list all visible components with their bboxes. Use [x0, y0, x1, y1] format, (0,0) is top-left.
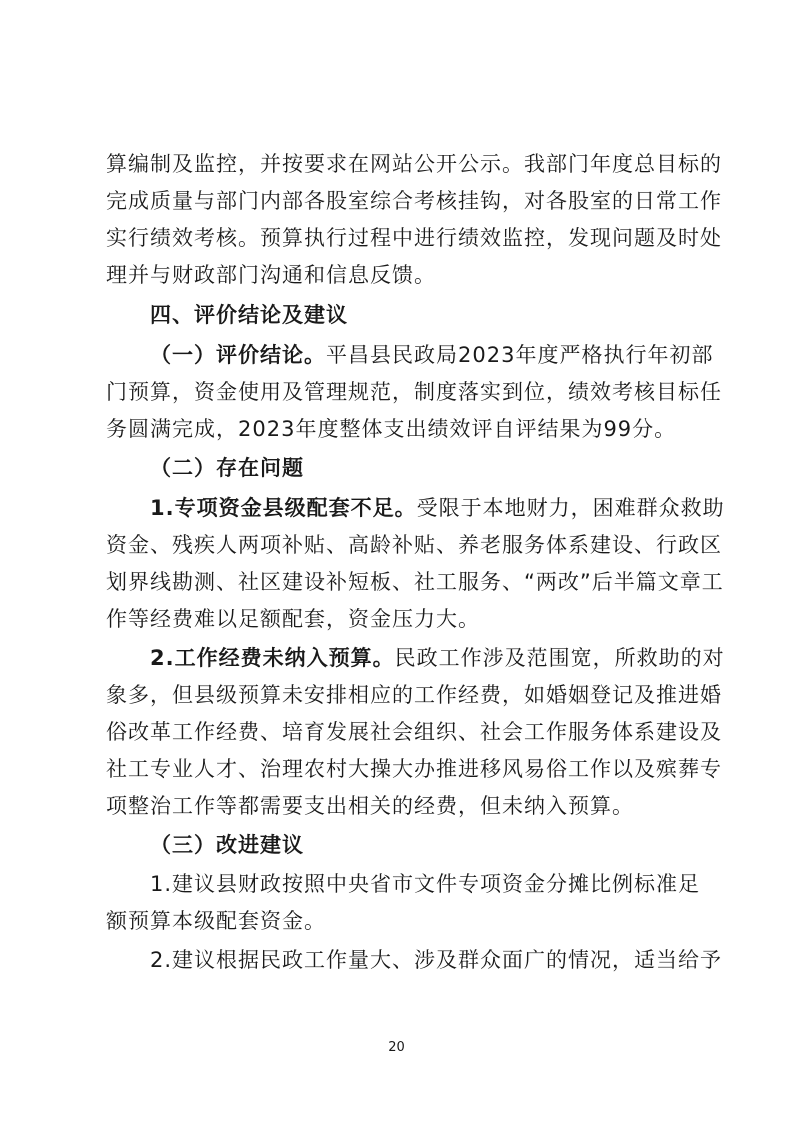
paragraph-line: 额预算本级配套资金。	[106, 909, 326, 933]
paragraph-line: 1.建议县财政按照中央省市文件专项资金分摊比例标准足	[150, 872, 701, 896]
item-heading: 1.专项资金县级配套不足。	[150, 496, 417, 520]
item-heading: 2.工作经费未纳入预算。	[150, 646, 395, 670]
paragraph-line	[150, 488, 725, 528]
paragraph-line: 实行绩效考核。预算执行过程中进行绩效监控，发现问题及时处	[106, 226, 722, 250]
paragraph-line: 算编制及监控，并按要求在网站公开公示。我部门年度总目标的	[106, 152, 722, 176]
paragraph-line: 2.建议根据民政工作量大、涉及群众面广的情况，适当给予	[150, 948, 723, 972]
paragraph-line	[150, 335, 714, 375]
paragraph-line: 门预算，资金使用及管理规范，制度落实到位，绩效考核目标任	[106, 380, 722, 404]
paragraph-line: 象多，但县级预算未安排相应的工作经费，如婚姻登记及推进婚	[106, 683, 722, 707]
paragraph-text: 民政工作涉及范围宽，所救助的对	[394, 646, 725, 670]
paragraph-text: 受限于本地财力，困难群众救助	[416, 496, 725, 520]
paragraph-line: 项整治工作等都需要支出相关的经费，但未纳入预算。	[106, 794, 634, 818]
paragraph-line: 社工专业人才、治理农村大操大办推进移风易俗工作以及殡葬专	[106, 757, 722, 781]
paragraph-text: 平昌县民政局2023年度严格执行年初部	[326, 343, 714, 367]
subsection-heading: （三）改进建议	[150, 833, 304, 857]
paragraph-line: 资金、残疾人两项补贴、高龄补贴、养老服务体系建设、行政区	[106, 533, 722, 557]
paragraph-line: 划界线勘测、社区建设补短板、社工服务、“两改”后半篇文章工	[106, 570, 724, 594]
subsection-heading: （二）存在问题	[150, 456, 304, 480]
paragraph-line: 俗改革工作经费、培育发展社会组织、社会工作服务体系建设及	[106, 720, 722, 744]
section-heading: 四、评价结论及建议	[150, 303, 348, 327]
paragraph-line	[150, 638, 725, 678]
paragraph-line: 理并与财政部门沟通和信息反馈。	[106, 263, 436, 287]
page-number: 20	[388, 1040, 405, 1055]
paragraph-line: 务圆满完成，2023年度整体支出绩效评自评结果为99分。	[106, 417, 677, 441]
paragraph-line: 作等经费难以足额配套，资金压力大。	[106, 607, 480, 631]
paragraph-line: 完成质量与部门内部各股室综合考核挂钩，对各股室的日常工作	[106, 189, 722, 213]
subsection-heading: （一）评价结论。	[150, 343, 326, 367]
